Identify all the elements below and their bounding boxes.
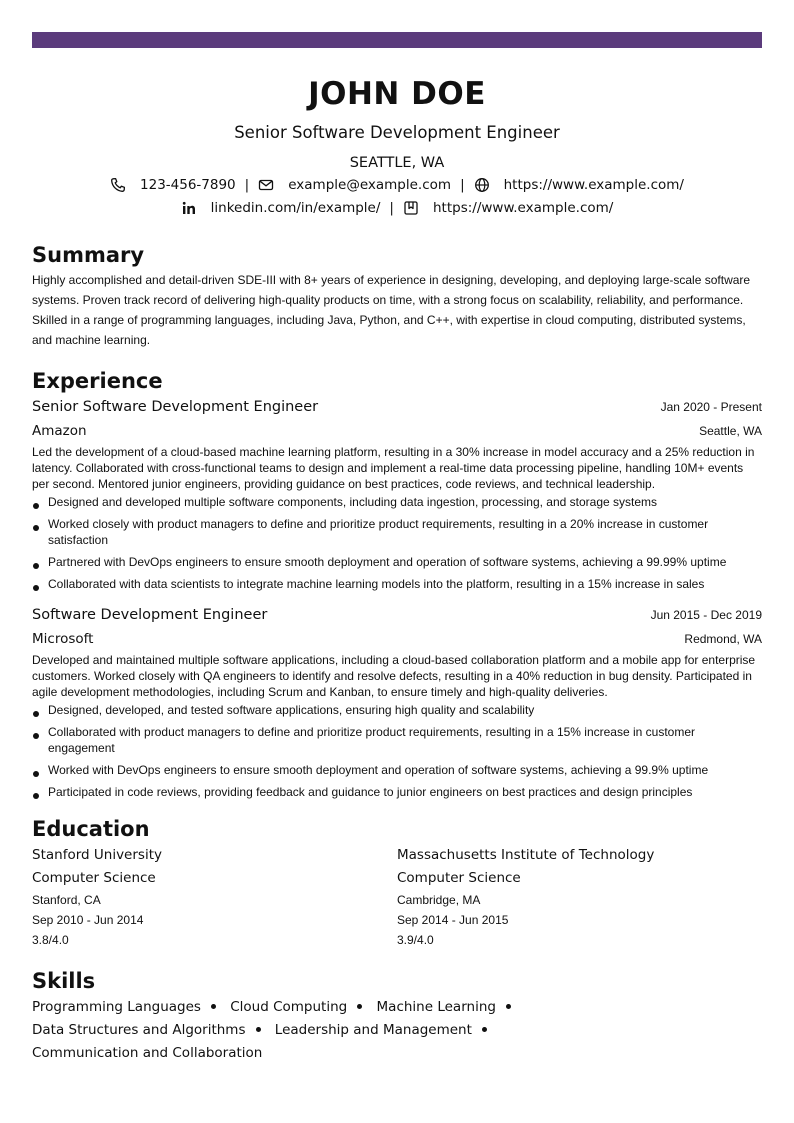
- skills-heading: Skills: [32, 969, 96, 993]
- phone-icon: [110, 177, 126, 193]
- resume-page: [32, 32, 762, 1065]
- skill-item: Machine Learning: [376, 999, 496, 1015]
- email-icon: [258, 177, 274, 193]
- skill-item: Programming Languages: [32, 999, 201, 1015]
- resume-header: [32, 75, 762, 219]
- experience-section: [32, 368, 762, 800]
- portfolio-icon: [403, 200, 419, 216]
- job-bullet: Participated in code reviews, providing feedback and guidance to junior engineers on best practices and design principles: [32, 784, 762, 800]
- phone-contact[interactable]: [110, 175, 236, 195]
- study-dates: Sep 2010 - Jun 2014: [32, 913, 144, 927]
- bullet-dot: [357, 1004, 362, 1009]
- education-heading: Education: [32, 817, 150, 841]
- company-name: Amazon: [32, 423, 87, 439]
- job-bullet-list: [32, 702, 762, 800]
- summary-heading: Summary: [32, 243, 145, 267]
- job-title: Software Development Engineer: [32, 607, 268, 623]
- skill-item: Cloud Computing: [230, 999, 348, 1015]
- job-entry: [32, 396, 762, 592]
- bullet-dot: [211, 1004, 216, 1009]
- linkedin-contact[interactable]: [181, 198, 381, 218]
- gpa: 3.8/4.0: [32, 933, 69, 947]
- school-name: Massachusetts Institute of Technology: [397, 847, 655, 863]
- job-description: Led the development of a cloud-based machine learning platform, resulting in a 30% increase in model accuracy and a 25% reduction in latency. Collaborated with cross-functional teams to design and implement a real-time data processing pipeline, handling 10M+ events per second. Mentored junior engineers, providing guidance on best practices, code reviews, and technical leadership.: [32, 445, 755, 491]
- portfolio-contact[interactable]: [403, 198, 613, 218]
- accent-bar: [32, 32, 762, 48]
- education-grid: [32, 844, 762, 950]
- separator: |: [460, 176, 465, 193]
- school-location: Stanford, CA: [32, 893, 101, 907]
- website-contact[interactable]: [474, 175, 684, 195]
- experience-heading: Experience: [32, 369, 163, 393]
- job-bullet: Collaborated with product managers to define and prioritize product requirements, resulting in a 15% increase in customer engagement: [32, 724, 762, 756]
- job-location: Redmond, WA: [684, 632, 762, 646]
- skills-section: [32, 968, 762, 1065]
- field-of-study: Computer Science: [397, 870, 521, 886]
- education-entry: [32, 844, 397, 950]
- education-entry: [397, 844, 762, 950]
- email-text: example@example.com: [288, 176, 452, 193]
- job-bullet-list: [32, 494, 762, 592]
- summary-section: [32, 242, 762, 350]
- skill-item: Data Structures and Algorithms: [32, 1022, 246, 1038]
- job-bullet: Partnered with DevOps engineers to ensure smooth deployment and operation of software systems, achieving a 99.99% uptime: [32, 554, 762, 570]
- education-section: [32, 816, 762, 950]
- skill-item: Communication and Collaboration: [32, 1045, 263, 1061]
- linkedin-text: linkedin.com/in/example/: [210, 199, 381, 216]
- job-bullet: Worked closely with product managers to define and prioritize product requirements, resulting in a 20% increase in customer satisfaction: [32, 516, 762, 548]
- study-dates: Sep 2014 - Jun 2015: [397, 913, 509, 927]
- gpa: 3.9/4.0: [397, 933, 434, 947]
- portfolio-text: https://www.example.com/: [432, 199, 614, 216]
- linkedin-icon: [181, 200, 197, 216]
- candidate-title: Senior Software Development Engineer: [234, 123, 560, 142]
- job-bullet: Designed, developed, and tested software applications, ensuring high quality and scalability: [32, 702, 762, 718]
- separator: |: [389, 199, 394, 216]
- skill-item: Leadership and Management: [274, 1022, 472, 1038]
- job-location: Seattle, WA: [699, 424, 762, 438]
- contact-line-1: [32, 173, 762, 196]
- school-name: Stanford University: [32, 847, 162, 863]
- summary-text: Highly accomplished and detail-driven SDE-III with 8+ years of experience in designing, developing, and deploying large-scale software systems. Proven track record of delivering high-quality products on time, with a strong focus on scalability, reliability, and performance. Skilled in a range of programming languages, including Java, Python, and C++, with expertise in cloud computing, distributed systems, and machine learning.: [32, 273, 751, 347]
- job-bullet: Designed and developed multiple software components, including data ingestion, processing, and storage systems: [32, 494, 762, 510]
- email-contact[interactable]: [258, 175, 451, 195]
- skills-list: [32, 996, 722, 1065]
- website-text: https://www.example.com/: [503, 176, 684, 193]
- separator: |: [244, 176, 250, 193]
- globe-icon: [474, 177, 490, 193]
- job-title: Senior Software Development Engineer: [32, 399, 319, 415]
- phone-text: 123-456-7890: [140, 176, 236, 193]
- company-name: Microsoft: [32, 631, 94, 647]
- job-dates: Jan 2020 - Present: [660, 400, 762, 414]
- bullet-dot: [506, 1004, 511, 1009]
- bullet-dot: [482, 1027, 487, 1032]
- job-description: Developed and maintained multiple software applications, including a cloud-based collaboration platform and a mobile app for enterprise customers. Worked closely with QA engineers to identify and resolve defects, resulting in a 40% reduction in bug density. Participated in agile development methodologies, including Scrum and Kanban, to ensure timely and high-quality deliveries.: [32, 653, 756, 699]
- bullet-dot: [256, 1027, 261, 1032]
- school-location: Cambridge, MA: [397, 893, 481, 907]
- candidate-name: JOHN DOE: [308, 76, 486, 112]
- job-dates: Jun 2015 - Dec 2019: [650, 608, 762, 622]
- job-bullet: Worked with DevOps engineers to ensure smooth deployment and operation of software systems, achieving a 99.9% uptime: [32, 762, 762, 778]
- candidate-location: SEATTLE, WA: [349, 155, 445, 171]
- job-bullet: Collaborated with data scientists to integrate machine learning models into the platform, resulting in a 15% increase in sales: [32, 576, 762, 592]
- contact-line-2: [32, 196, 762, 219]
- field-of-study: Computer Science: [32, 870, 156, 886]
- job-entry: [32, 604, 762, 800]
